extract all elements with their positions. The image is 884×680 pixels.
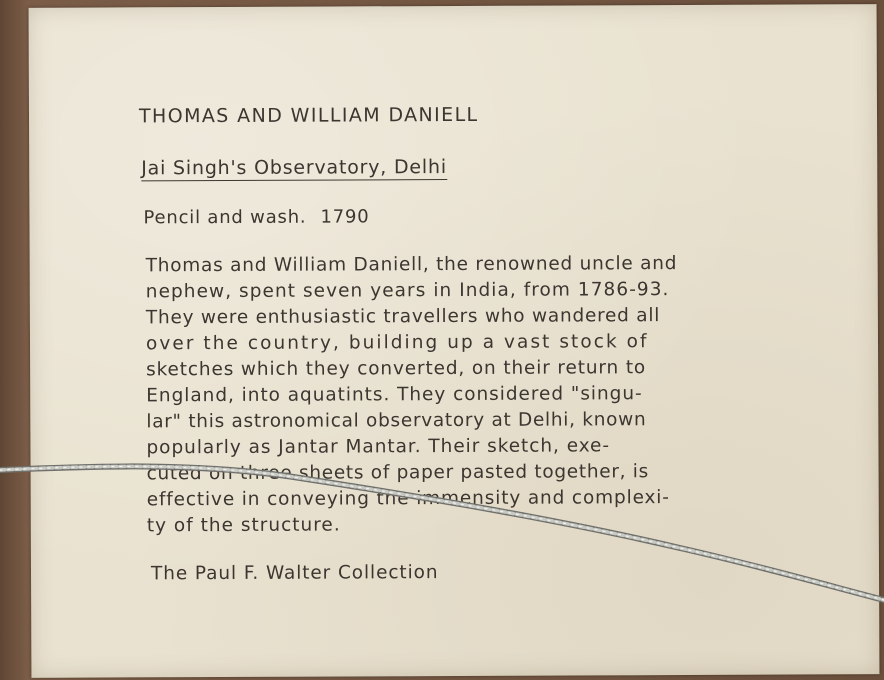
body-line: popularly as Jantar Mantar. Their sketch, exe- [146,435,611,459]
collection-credit: The Paul F. Walter Collection [150,562,439,585]
body-line: nephew, spent seven years in India, from 1786-93. [145,279,670,303]
museum-label-card [29,4,880,678]
body-line: ty of the structure. [146,514,341,537]
artist-heading: THOMAS AND WILLIAM DANIELL [138,103,479,128]
body-line: They were enthusiastic travellers who wandered all [145,305,661,329]
artwork-title: Jai Singh's Observatory, Delhi [141,156,447,180]
body-line: England, into aquatints. They considered "singu- [146,383,643,407]
body-line: over the country, building up a vast stock of [145,331,649,355]
body-line: sketches which they converted, on their return to [146,357,647,381]
body-line: Thomas and William Daniell, the renowned uncle and [145,253,678,277]
medium-line [143,206,369,228]
medium-text: Pencil and wash. [143,206,307,229]
body-line: lar" this astronomical observatory at Delhi, known [146,409,647,433]
body-line: cuted on three sheets of paper pasted together, is [146,461,650,485]
artwork-year: 1790 [320,206,370,228]
body-line: effective in conveying the immensity and complexi- [146,487,670,511]
